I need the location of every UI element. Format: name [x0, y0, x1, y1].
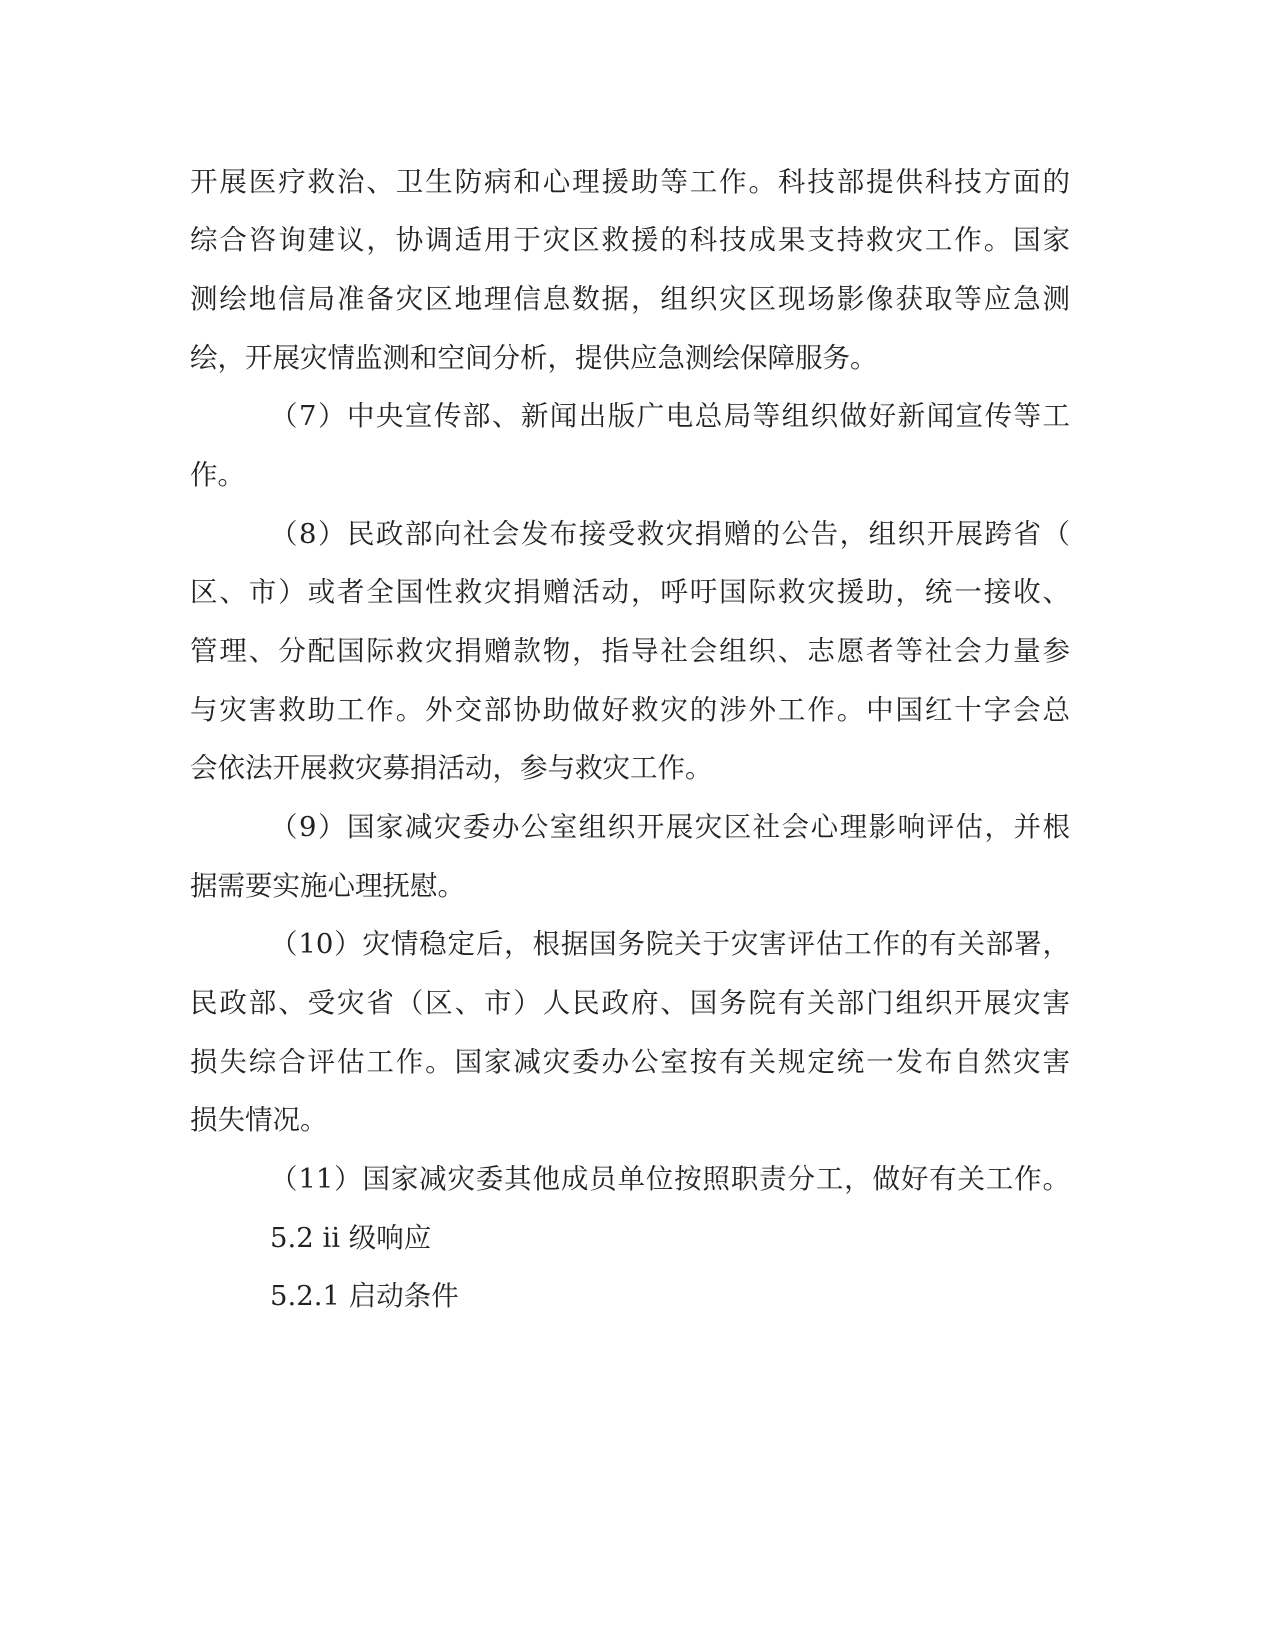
text-line: 绘，开展灾情监测和空间分析，提供应急测绘保障服务。 [190, 342, 878, 374]
text-line: 损失综合评估工作。国家减灾委办公室按有关规定统一发布自然灾害 [190, 1046, 1070, 1078]
paragraph-start-item-10: （10）灾情稳定后，根据国务院关于灾害评估工作的有关部署， [270, 928, 1070, 960]
text-line: 区、市）或者全国性救灾捐赠活动，呼吁国际救灾援助，统一接收、 [190, 576, 1070, 608]
text-line: 与灾害救助工作。外交部协助做好救灾的涉外工作。中国红十字会总 [190, 694, 1070, 726]
text-line: 损失情况。 [190, 1104, 328, 1136]
paragraph-start-item-7: （7）中央宣传部、新闻出版广电总局等组织做好新闻宣传等工 [270, 400, 1070, 432]
text-line: 据需要实施心理抚慰。 [190, 870, 465, 902]
paragraph-start-item-11: （11）国家减灾委其他成员单位按照职责分工，做好有关工作。 [270, 1163, 1070, 1195]
text-line: 综合咨询建议，协调适用于灾区救援的科技成果支持救灾工作。国家 [190, 224, 1070, 256]
text-line: 管理、分配国际救灾捐赠款物，指导社会组织、志愿者等社会力量参 [190, 635, 1070, 667]
paragraph-start-item-8: （8）民政部向社会发布接受救灾捐赠的公告，组织开展跨省（ [270, 518, 1070, 550]
text-line: 会依法开展救灾募捐活动，参与救灾工作。 [190, 752, 713, 784]
text-line: 测绘地信局准备灾区地理信息数据，组织灾区现场影像获取等应急测 [190, 283, 1070, 315]
paragraph-start-item-9: （9）国家减灾委办公室组织开展灾区社会心理影响评估，并根 [270, 811, 1070, 843]
text-line: 开展医疗救治、卫生防病和心理援助等工作。科技部提供科技方面的 [190, 166, 1070, 198]
section-heading-5-2: 5.2 ⅱ 级响应 [270, 1222, 432, 1254]
text-line: 民政部、受灾省（区、市）人民政府、国务院有关部门组织开展灾害 [190, 987, 1070, 1019]
text-line: 作。 [190, 459, 245, 491]
section-heading-5-2-1: 5.2.1 启动条件 [270, 1280, 459, 1312]
